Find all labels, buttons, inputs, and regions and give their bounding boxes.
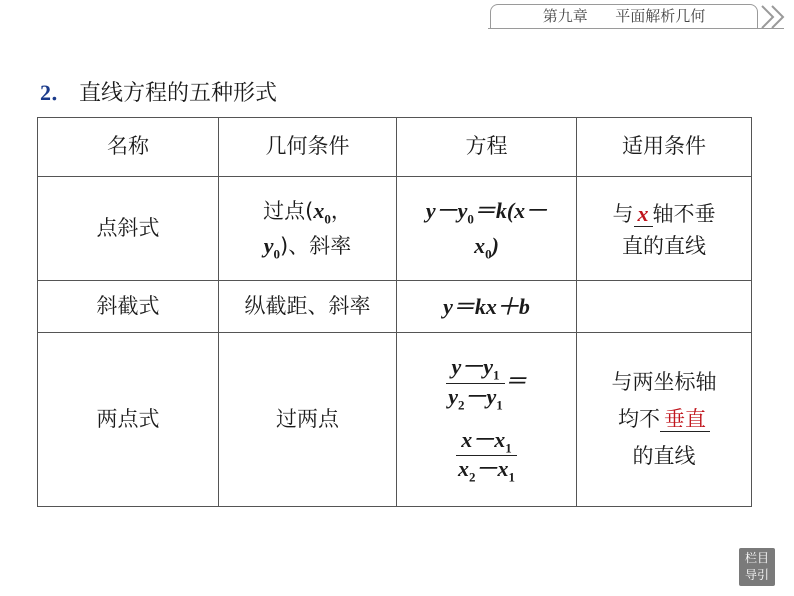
equation-point-slope: $y-y_0=k(x-$ $x_0$) [397, 177, 577, 281]
header-equation: 方程 [397, 118, 577, 177]
line-equation-forms-table [37, 117, 752, 507]
double-chevron-right-icon [758, 2, 792, 32]
table-row-point-slope [38, 177, 752, 281]
condition-point-slope: 过点($x_0$， $y_0$)、斜率 [219, 177, 397, 281]
section-title [40, 76, 277, 107]
name-slope-intercept: 斜截式 [38, 281, 219, 333]
answer-x: x [637, 201, 649, 226]
applicable-point-slope: 与 x 轴不垂 直的直线 [577, 177, 752, 281]
condition-slope-intercept: 纵截距、斜率 [219, 281, 397, 333]
fraction-x: $\frac{x-x_1}{x_2-x_1}$ [457, 426, 515, 485]
fraction-y: $\frac{y-y_1}{y_2-y_1}$ [448, 353, 503, 412]
header-rule [488, 28, 784, 29]
answer-perpendicular: 垂直 [664, 407, 706, 432]
applicable-two-point: 与两坐标轴 均不 垂直 的直线 [577, 333, 752, 507]
chapter-header [490, 4, 758, 28]
chapter-title: 平面解析几何 [615, 7, 706, 25]
column-nav-button[interactable]: 栏目 导引 [739, 548, 775, 586]
name-point-slope: 点斜式 [38, 177, 219, 281]
name-two-point: 两点式 [38, 333, 219, 507]
chapter-number: 第九章 [542, 7, 588, 25]
header-applicable: 适用条件 [577, 118, 752, 177]
header-condition: 几何条件 [219, 118, 397, 177]
condition-two-point: 过两点 [219, 333, 397, 507]
equation-slope-intercept: y＝kx＋b [397, 281, 577, 333]
header-name: 名称 [38, 118, 219, 177]
table-row-slope-intercept [38, 281, 752, 333]
applicable-spacer [577, 281, 752, 333]
section-title-text: 直线方程的五种形式 [79, 81, 278, 106]
equation-two-point: $\frac{y-y_1}{y_2-y_1}$ ＝ $\frac{x-x_1}{x_2-x_1}$ [397, 333, 577, 507]
section-number: 2． [40, 80, 74, 105]
table-header-row [38, 118, 752, 177]
table-row-two-point [38, 333, 752, 507]
